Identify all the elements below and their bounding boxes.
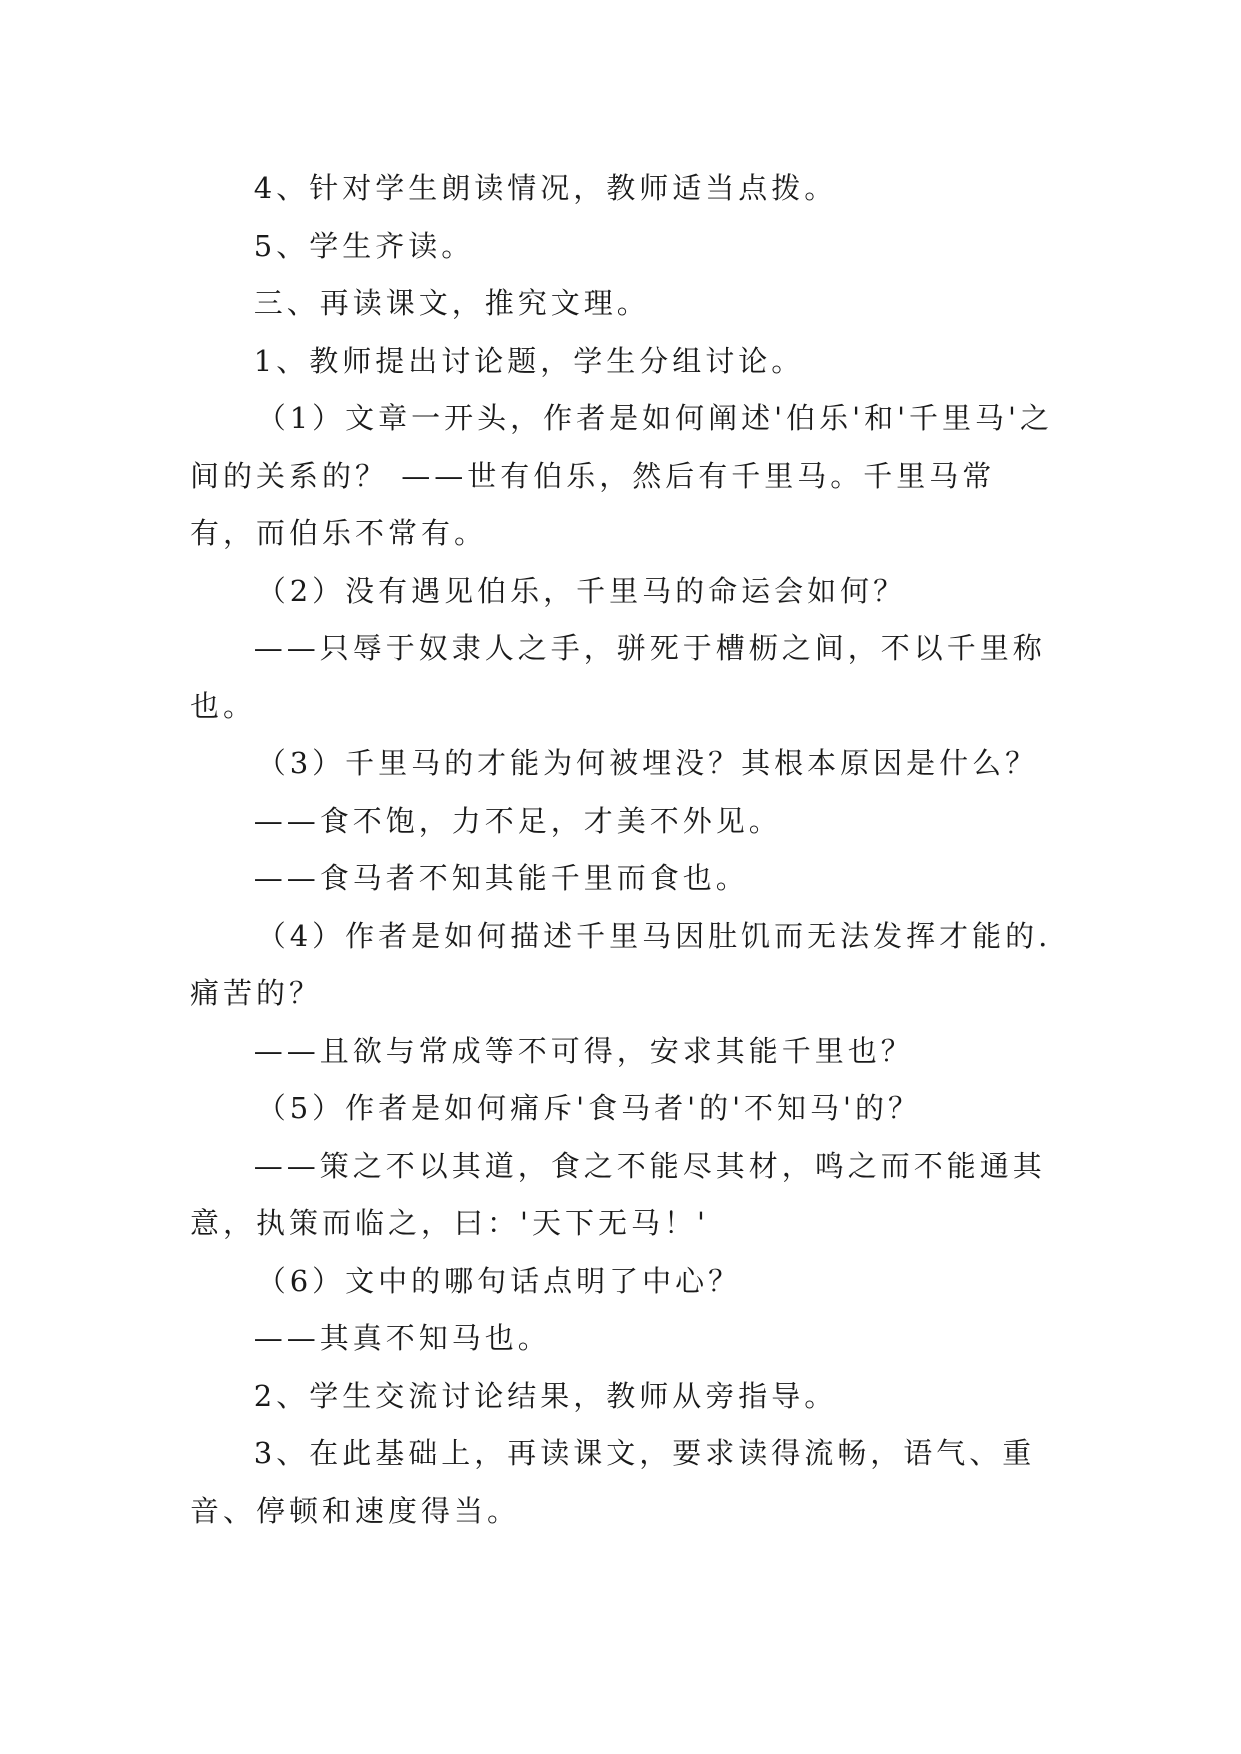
answer-4: ——且欲与常成等不可得，安求其能千里也？: [253, 1033, 914, 1068]
answer-3a: ——食不饱，力不足，才美不外见。: [253, 803, 782, 838]
question-1: （1）文章一开头，作者是如何阐述'伯乐'和'千里马'之间的关系的？ ——世有伯乐，然后有千里马。千里马常有，而伯乐不常有。: [190, 401, 1054, 550]
step-5-paragraph: 5、学生齐读。: [253, 228, 475, 263]
answer-6: ——其真不知马也。: [253, 1321, 551, 1355]
step-2-paragraph: 2、学生交流讨论结果，教师从旁指导。: [253, 1378, 838, 1413]
question-4: （4）作者是如何描述千里马因肚饥而无法发挥才能的.痛苦的？: [190, 918, 1052, 1010]
step-3-paragraph: 3、在此基础上，再读课文，要求读得流畅，语气、重音、停顿和速度得当。: [190, 1436, 1036, 1528]
question-6: （6）文中的哪句话点明了中心？: [256, 1263, 742, 1298]
question-5: （5）作者是如何痛斥'食马者'的'不知马'的？: [256, 1091, 922, 1125]
question-2: （2）没有遇见伯乐，千里马的命运会如何？: [256, 573, 907, 608]
step-4-paragraph: 4、针对学生朗读情况，教师适当点拨。: [253, 171, 838, 205]
section-heading: 三、再读课文，推究文理。: [253, 286, 650, 320]
answer-5: ——策之不以其道，食之不能尽其材，鸣之而不能通其意，执策而临之，曰：'天下无马！': [190, 1148, 1046, 1240]
step-1-paragraph: 1、教师提出讨论题，学生分组讨论。: [253, 343, 805, 378]
answer-3b: ——食马者不知其能千里而食也。: [253, 861, 749, 895]
question-3: （3）千里马的才能为何被埋没？其根本原因是什么？: [256, 746, 1039, 780]
document-body: [190, 160, 1060, 1540]
answer-2: ——只辱于奴隶人之手，骈死于槽枥之间，不以千里称也。: [190, 631, 1046, 723]
